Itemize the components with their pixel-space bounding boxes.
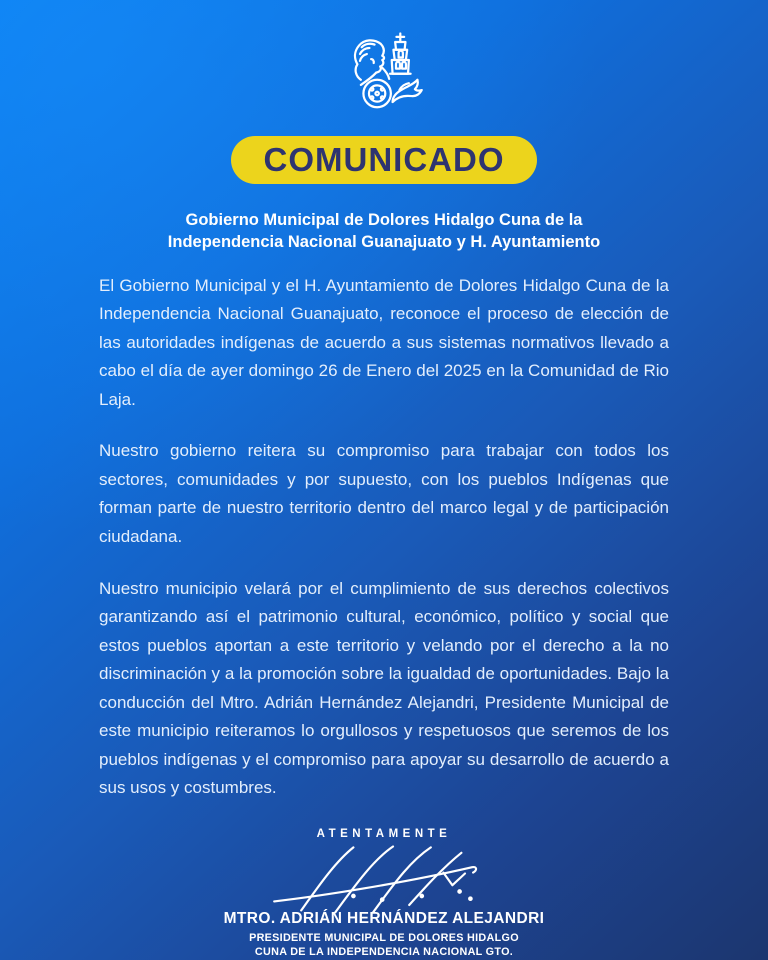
communique-heading [168,210,600,254]
heading-line-1: Gobierno Municipal de Dolores Hidalgo Cuna de la [185,211,583,230]
comunicado-banner [231,136,537,184]
signer-title-line-2: CUNA DE LA INDEPENDENCIA NACIONAL GTO. [254,946,514,959]
signer-name: MTRO. ADRIÁN HERNÁNDEZ ALEJANDRI [223,909,545,927]
signer-title [249,931,519,960]
signature-block [224,828,545,960]
comunicado-banner-label: COMUNICADO [263,140,505,178]
paragraph-2: Nuestro gobierno reitera su compromiso para trabajar con todos los sectores, comunidades y por supuesto, con los pueblos Indígenas que forman parte de nuestro territorio dentro del marco legal y de participación ciudadana. [99,441,669,546]
paragraph-1: El Gobierno Municipal y el H. Ayuntamiento de Dolores Hidalgo Cuna de la Independencia Nacional Guanajuato, reconoce el proceso de elección de las autoridades indígenas de acuerdo a sus sistemas normativos llevado a cabo el día de ayer domingo 26 de Enero del 2025 en la Comunidad de Rio Laja. [99,275,669,409]
signature-handwriting [249,842,519,914]
salutation-label: ATENTAMENTE [316,827,452,840]
municipal-crest-icon [328,30,440,116]
heading-line-2: Independencia Nacional Guanajuato y H. Ayuntamiento [167,232,601,251]
paragraph-3: Nuestro municipio velará por el cumplimiento de sus derechos colectivos garantizando así el patrimonio cultural, económico, político y social que estos pueblos aportan a este territorio y velando por el derecho a la no discriminación y a la promoción sobre la igualdad de oportunidades. Bajo la conducción del Mtro. Adrián Hernández Alejandri, Presidente Municipal de este municipio reiteramos lo orgullosos y respetuosos que seremos de los pueblos indígenas y el compromiso para apoyar su desarrollo de acuerdo a sus usos y costumbres. [99,578,669,798]
communique-body [99,272,669,826]
signer-title-line-1: PRESIDENTE MUNICIPAL DE DOLORES HIDALGO [249,931,519,944]
